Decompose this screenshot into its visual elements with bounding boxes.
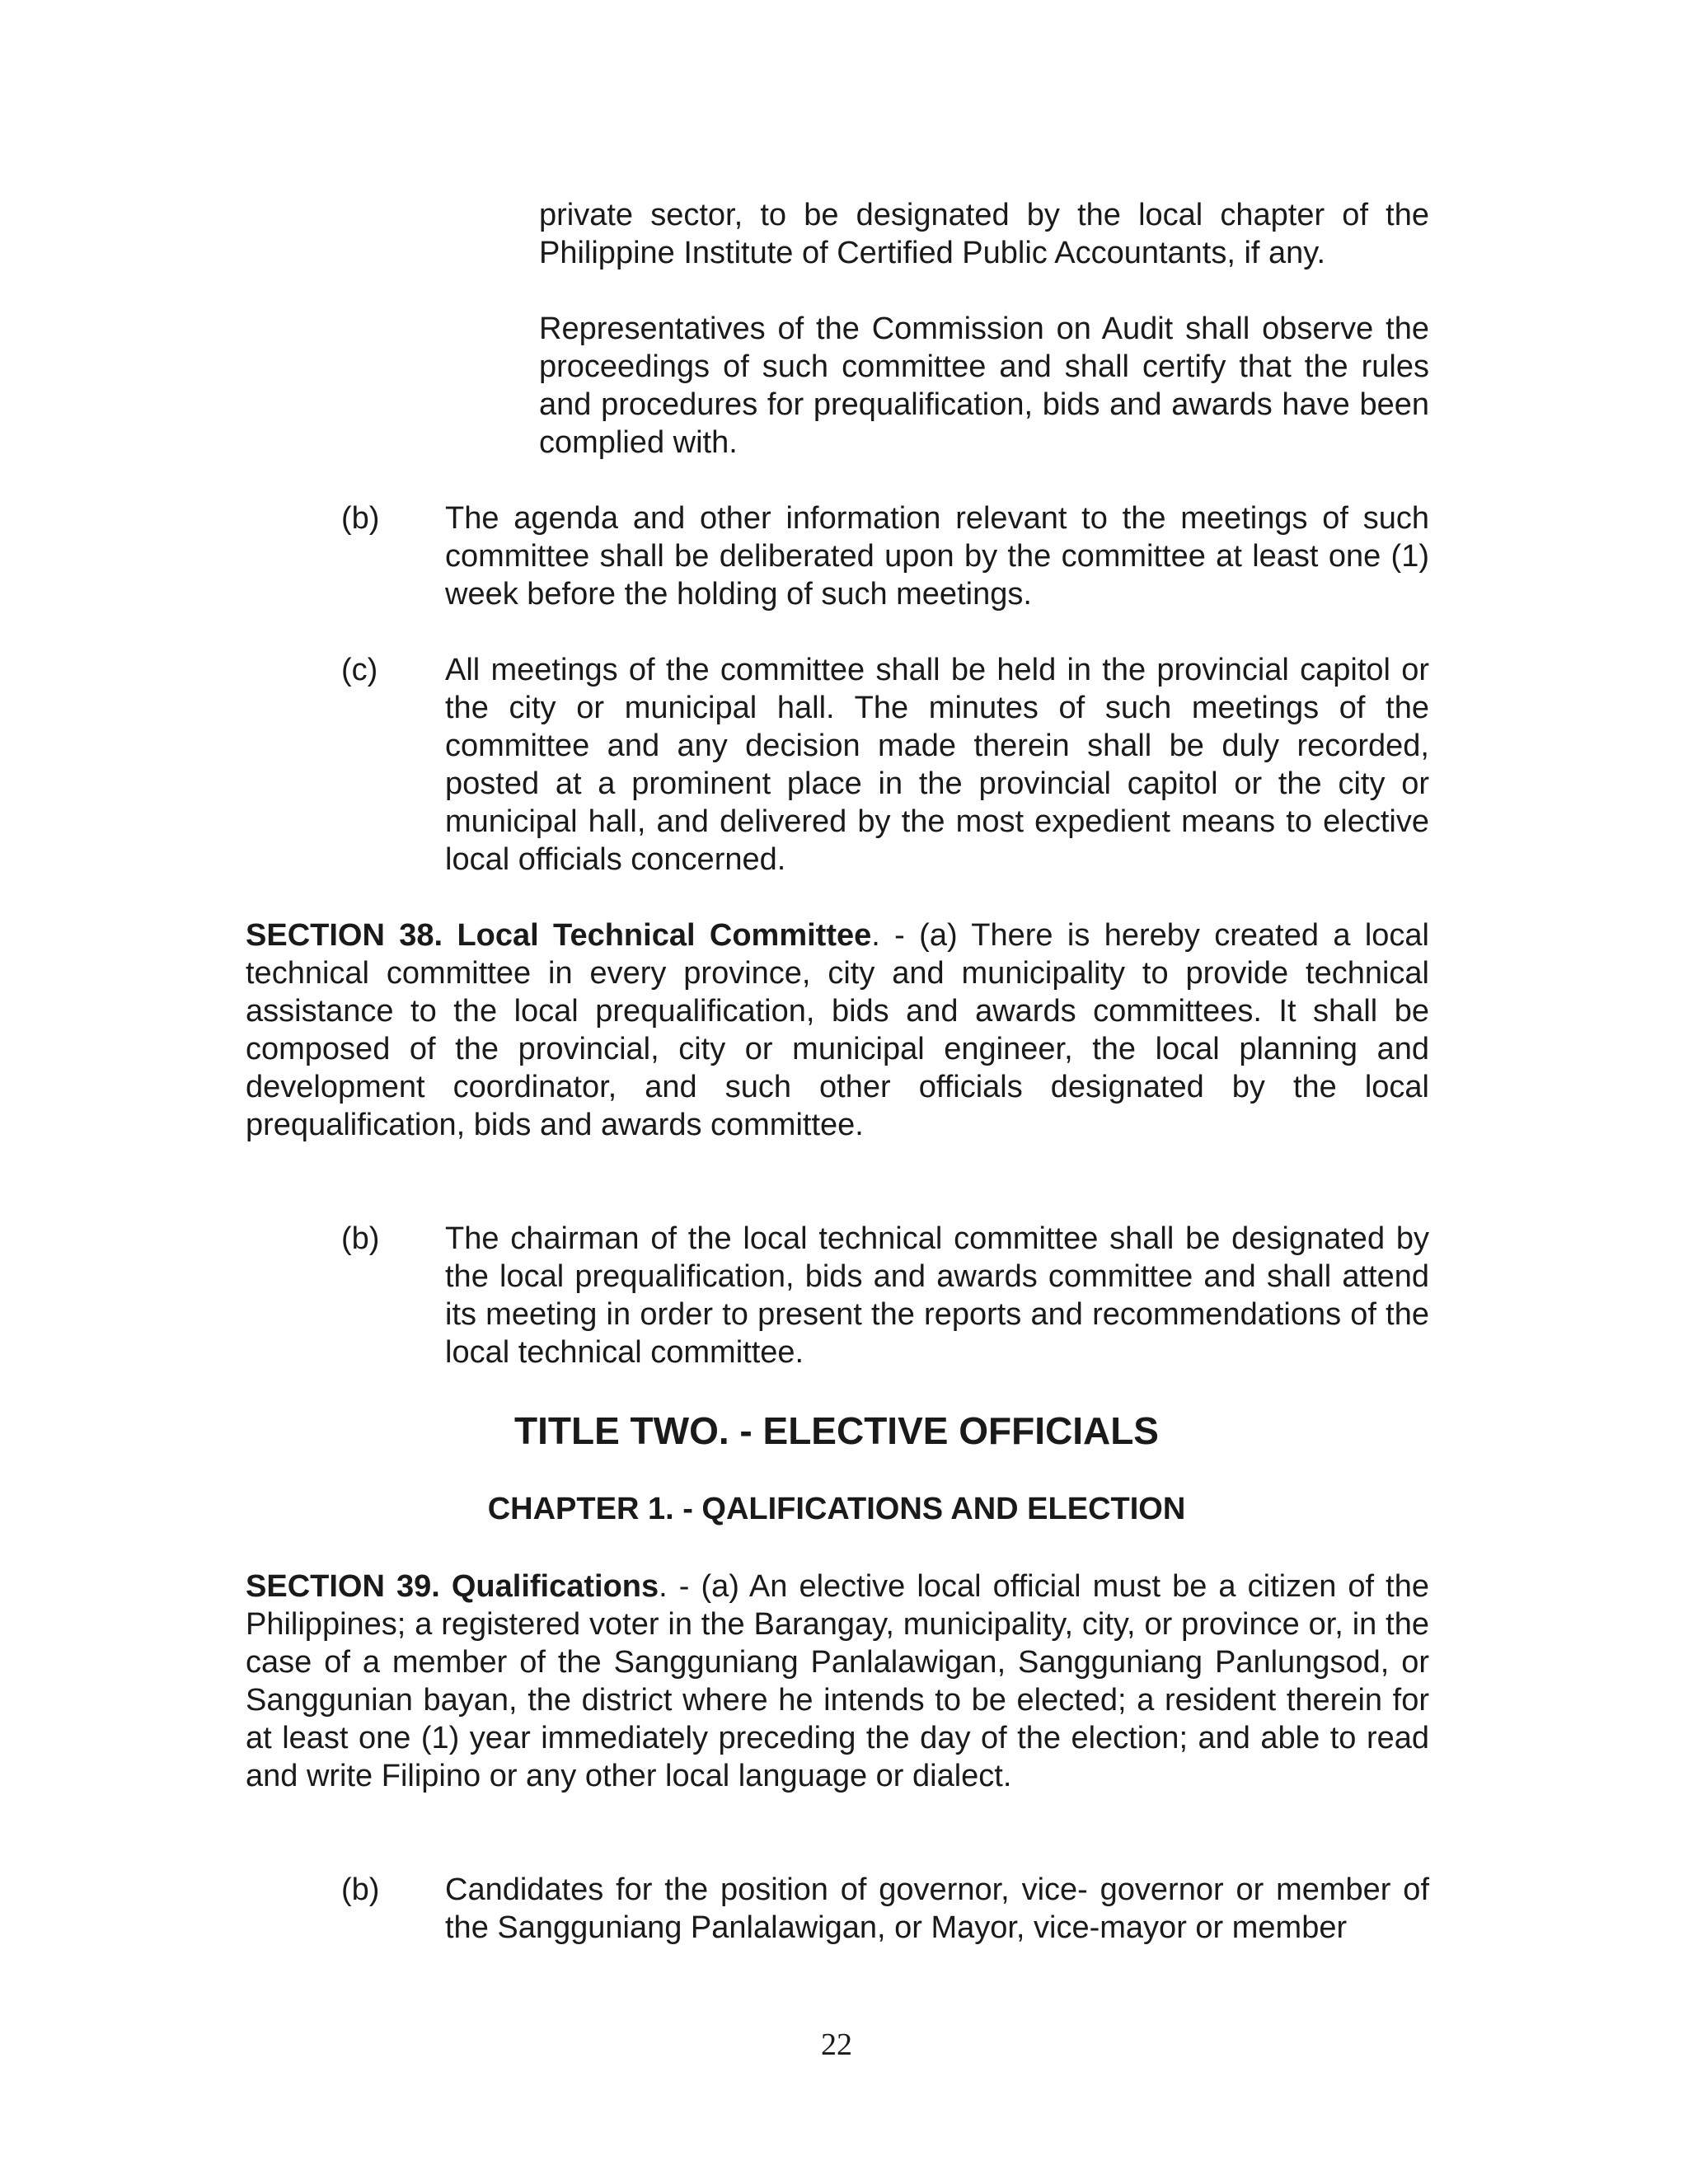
section-body: . - (a) There is hereby created a local technical committee in every province, city and municipality to provide technical assistance to the local prequalification, bids and awards committees. It shall be composed of the provincial, city or municipal engineer, the local planning and development coordinator, and such other officials designated by the local prequalification, bids and awards committee. bbox=[246, 918, 1429, 1142]
sec38-item-b bbox=[341, 1220, 1429, 1371]
item-label: (b) bbox=[341, 1872, 380, 1907]
sec37-item-b bbox=[341, 499, 1429, 613]
section-39 bbox=[246, 1568, 1429, 1795]
section-title: Local Technical Committee bbox=[457, 918, 872, 953]
title-heading: TITLE TWO. - ELECTIVE OFFICIALS bbox=[514, 1409, 1159, 1452]
continuation-paragraph-1: private sector, to be designated by the local chapter of the Philippine Institute of Certified Public Accountants, if any. bbox=[539, 198, 1429, 270]
item-label: (b) bbox=[341, 501, 380, 536]
item-text: The agenda and other information relevant to the meetings of such committee shall be deliberated upon by the committee at least one (1) week before the holding of such meetings. bbox=[445, 501, 1429, 612]
item-text: The chairman of the local technical committee shall be designated by the local prequalification, bids and awards committee and shall attend its meeting in order to present the reports and recommendations of the local technical committee. bbox=[445, 1221, 1429, 1370]
continuation-paragraph-2: Representatives of the Commission on Audit shall observe the proceedings of such committee and shall certify that the rules and procedures for prequalification, bids and awards have been complied with. bbox=[539, 312, 1429, 460]
section-number: SECTION 39. bbox=[246, 1569, 440, 1604]
sec39-item-b bbox=[341, 1871, 1429, 1947]
item-label: (b) bbox=[341, 1221, 380, 1256]
page-number: 22 bbox=[821, 2027, 852, 2062]
item-text: Candidates for the position of governor, vice- governor or member of the Sangguniang Panlalawigan, or Mayor, vice-mayor or member bbox=[445, 1872, 1429, 1945]
item-text: All meetings of the committee shall be held in the provincial capitol or the city or municipal hall. The minutes of such meetings of the committee and any decision made therein shall be duly recorded, posted at a prominent place in the provincial capitol or the city or municipal hall, and delivered by the most expedient means to elective local officials concerned. bbox=[445, 653, 1429, 877]
chapter-heading: CHAPTER 1. - QALIFICATIONS AND ELECTION bbox=[487, 1492, 1186, 1526]
section-title: Qualifications bbox=[451, 1569, 659, 1604]
section-number: SECTION 38. bbox=[246, 918, 443, 953]
sec37-item-c bbox=[341, 651, 1429, 879]
section-38 bbox=[246, 916, 1429, 1144]
section-body: . - (a) An elective local official must be a citizen of the Philippines; a registered voter in the Barangay, municipality, city, or province or, in the case of a member of the Sangguniang Panlalawigan, Sangguniang Panlungsod, or Sanggunian bayan, the district where he intends to be elected; a resident therein for at least one (1) year immediately preceding the day of the election; and able to read and write Filipino or any other local language or dialect. bbox=[246, 1569, 1429, 1793]
item-label: (c) bbox=[341, 653, 378, 687]
